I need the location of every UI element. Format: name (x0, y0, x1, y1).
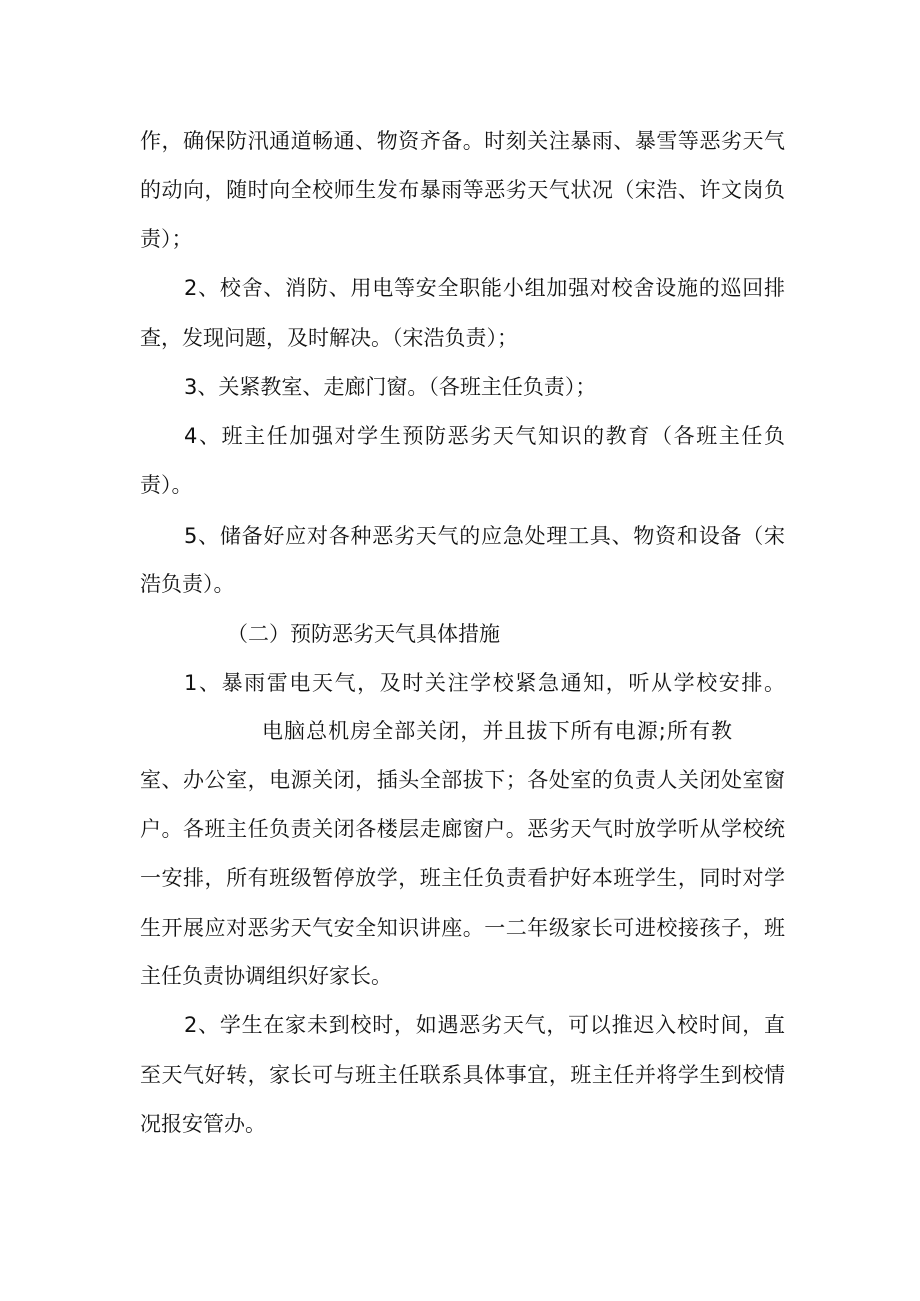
text-line: 一安排，所有班级暂停放学，班主任负责看护好本班学生，同时对学 (140, 866, 785, 890)
text-line: 3、关紧教室、走廊门窗。（各班主任负责）； (184, 375, 597, 399)
text-line: 2、学生在家未到校时，如遇恶劣天气，可以推迟入校时间，直 (184, 1013, 785, 1037)
text-line: 况报安管办。 (140, 1112, 266, 1136)
text-line: 5、储备好应对各种恶劣天气的应急处理工具、物资和设备（宋 (184, 524, 785, 548)
text-line: 的动向，随时向全校师生发布暴雨等恶劣天气状况（宋浩、许文岗负 (140, 178, 785, 202)
text-line: 4、班主任加强对学生预防恶劣天气知识的教育（各班主任负 (184, 424, 785, 448)
text-line: 生开展应对恶劣天气安全知识讲座。一二年级家长可进校接孩子，班 (140, 916, 785, 940)
text-line: 浩负责）。 (140, 572, 235, 596)
text-line: 作，确保防汛通道畅通、物资齐备。时刻关注暴雨、暴雪等恶劣天气 (140, 129, 785, 153)
text-line: 主任负责协调组织好家长。 (140, 964, 392, 988)
text-line: 查，发现问题，及时解决。（宋浩负责）； (140, 326, 518, 350)
section-heading: （二）预防恶劣天气具体措施 (227, 622, 500, 646)
text-line: 户。各班主任负责关闭各楼层走廊窗户。恶劣天气时放学听从学校统 (140, 817, 785, 841)
text-line: 室、办公室，电源关闭，插头全部拔下；各处室的负责人关闭处室窗 (140, 768, 785, 792)
text-line: 责）。 (140, 473, 193, 497)
text-line: 2、校舍、消防、用电等安全职能小组加强对校舍设施的巡回排 (184, 276, 785, 300)
text-line: 电脑总机房全部关闭，并且拔下所有电源;所有教 (262, 719, 732, 743)
text-line: 至天气好转，家长可与班主任联系具体事宜，班主任并将学生到校情 (140, 1063, 785, 1087)
text-line: 1、暴雨雷电天气，及时关注学校紧急通知，听从学校安排。 (184, 671, 785, 695)
text-line: 责）； (140, 227, 193, 251)
